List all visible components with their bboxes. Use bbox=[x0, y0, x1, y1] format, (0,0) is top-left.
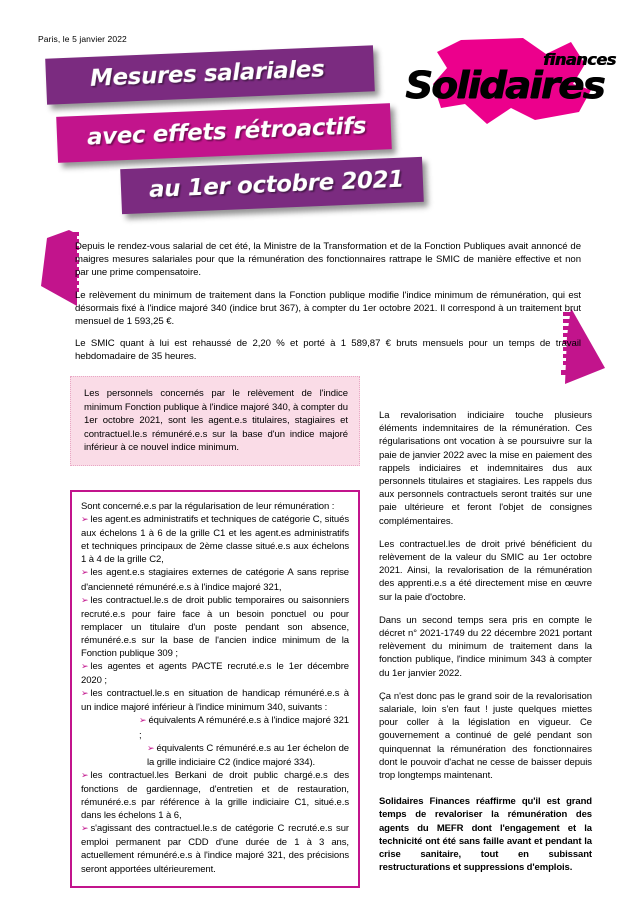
sub-list-item bbox=[81, 742, 349, 769]
body-paragraph: Dans un second temps sera pris en compte le décret n° 2021-1749 du 22 décembre 2021 portant relèvement du minimum de traitement dans la fonction publique, l'indice minimum 343 à compter du 1er janvier 2022. bbox=[379, 614, 592, 679]
closing-statement: Solidaires Finances réaffirme qu'il est grand temps de revaloriser la rémunération des agents du MEFR dont l'engagement et la technicité ont été sans faille avant et pendant la crise sanitaire, tout en subissant restructurations et suppressions d'emplois. bbox=[379, 796, 592, 874]
bullet-arrow-icon: ➢ bbox=[81, 662, 89, 673]
list-item bbox=[81, 769, 349, 822]
bullet-arrow-icon: ➢ bbox=[81, 595, 89, 606]
intro-paragraph: Le relèvement du minimum de traitement dans la Fonction publique modifie l'indice minimum de rémunération, qui est désormais fixé à l'indice majoré 340 (indice brut 367), à compter du 1er octobre 2021. Il correspond à un traitement brut mensuel de 1 593,25 €. bbox=[75, 289, 581, 328]
list-item-text: les agent.e.s stagiaires externes de catégorie A sans reprise d'ancienneté rémunéré.e.s à l'indice majoré 321, bbox=[81, 567, 349, 593]
list-item bbox=[81, 594, 349, 660]
organization-logo bbox=[403, 38, 639, 126]
sub-list-item-text: équivalents C rémunéré.e.s au 1er échelon de la grille indiciaire C2 (indice majoré 334). bbox=[147, 742, 349, 768]
sub-list-item bbox=[81, 714, 349, 741]
sub-list-item-text: équivalents A rémunéré.e.s à l'indice majoré 321 ; bbox=[139, 715, 349, 741]
list-item-text: les agent.es administratifs et techniques de catégorie C, situés aux échelons 1 à 6 de la grille C1 et les agent.es administratifs et techniques principaux de 2ème classe situé.e.s aux échelons 1 à 4 de la grille C2, bbox=[81, 514, 349, 566]
list-item-text: les contractuel.le.s en situation de handicap rémunéré.e.s à un indice majoré inférieur à l'indice minimum 340, suivants : bbox=[81, 688, 349, 714]
title-banner-line-2: avec effets rétroactifs bbox=[56, 103, 392, 163]
body-paragraph: Ça n'est donc pas le grand soir de la revalorisation salariale, loin s'en faut ! juste quelques miettes pour coller à la législation en vigueur. Ce gouvernement a continué de gelé pendant son quinquennat la rémunération des fonctionnaires dont le pouvoir d'achat ne cesse de baisser depuis trop longtemps maintenant. bbox=[379, 690, 592, 782]
highlight-box-text: Les personnels concernés par le relèvement de l'indice minimum Fonction publique à l'indice majoré 340, à compter du 1er octobre 2021, sont les agent.e.s titulaires, stagiaires et contractuel.le.s rémunéré.e.s sur la base d'un indice majoré inférieur à ce nouvel indice minimum. bbox=[84, 388, 348, 454]
intro-paragraph: Le SMIC quant à lui est rehaussé de 2,20 % et porté à 1 589,87 € bruts mensuels pour un temps de travail hebdomadaire de 35 heures. bbox=[75, 338, 581, 363]
list-item-text: les agentes et agents PACTE recruté.e.s le 1er décembre 2020 ; bbox=[81, 661, 349, 687]
concerned-staff-lead: Sont concerné.e.s par la régularisation de leur rémunération : bbox=[81, 500, 335, 512]
list-item-text: les contractuel.le.s de droit public temporaires ou saisonniers recruté.e.s pour faire face à un besoin ponctuel ou pour remplacer un titulaire d'un poste pendant son absence, rémunéré.e.s sur la base de l'ancien indice minimum de la Fonction publique 309 ; bbox=[81, 594, 349, 659]
list-item bbox=[81, 566, 349, 593]
intro-paragraph: Depuis le rendez-vous salarial de cet été, la Ministre de la Transformation et de la Fonction Publiques avait annoncé de maigres mesures salariales pour que la rémunération des fonctionnaires rattrape le SMIC de manière effective et non par une prime compensatoire. bbox=[75, 241, 581, 279]
bullet-arrow-icon: ➢ bbox=[81, 824, 89, 835]
bullet-arrow-icon: ➢ bbox=[81, 689, 89, 700]
body-paragraph: La revalorisation indiciaire touche plusieurs éléments indemnitaires de la rémunération. Ces régularisations ont vocation à se poursuivre sur la paie de janvier 2022 avec la mise en paiement des rappels indiciaires et indemnitaires dus aux personnels titulaires et stagiaires. Les rappels dus aux personnels contractuels seront traités sur une paie ultérieure et feront l'objet de consignes complémentaires. bbox=[379, 410, 592, 527]
bullet-arrow-icon: ➢ bbox=[147, 743, 155, 754]
document-date: Paris, le 5 janvier 2022 bbox=[38, 34, 127, 44]
left-column bbox=[70, 376, 360, 888]
body-paragraph: Les contractuel.les de droit privé bénéficient du relèvement de la valeur du SMIC au 1er octobre 2021. Ainsi, la revalorisation de la rémunération des apprenti.e.s a été directement mise en œuvre sur la paie d'octobre. bbox=[379, 538, 592, 603]
list-item bbox=[81, 513, 349, 566]
right-column bbox=[379, 409, 592, 885]
bullet-arrow-icon: ➢ bbox=[81, 515, 89, 526]
list-item bbox=[81, 660, 349, 687]
title-banner-line-1: Mesures salariales bbox=[45, 45, 375, 104]
logo-subtitle: finances bbox=[543, 50, 616, 69]
bullet-arrow-icon: ➢ bbox=[139, 716, 147, 727]
decorative-flag-left bbox=[39, 228, 79, 312]
logo-wordmark: Solidaires bbox=[405, 64, 604, 107]
list-item-text: s'agissant des contractuel.le.s de catégorie C recruté.e.s sur emploi permanent par CDD d'une durée de 1 à 3 ans, actuellement rémunéré.e.s à l'indice majoré 321, des précisions seront apportées ultérieurement. bbox=[81, 823, 349, 875]
concerned-staff-box bbox=[70, 490, 360, 888]
bullet-arrow-icon: ➢ bbox=[81, 568, 89, 579]
list-item-text: les contractuel.les Berkani de droit public chargé.e.s des fonctions de gardiennage, d'entretien et de restauration, rémunéré.e.s par référence à la grille indiciaire C1, situé.e.s dans les échelons 1 à 6, bbox=[81, 769, 349, 822]
title-banner-line-3: au 1er octobre 2021 bbox=[120, 157, 424, 214]
highlight-box bbox=[70, 376, 360, 466]
list-item bbox=[81, 822, 349, 875]
intro-section bbox=[75, 240, 581, 373]
bullet-arrow-icon: ➢ bbox=[81, 770, 89, 781]
list-item bbox=[81, 687, 349, 714]
